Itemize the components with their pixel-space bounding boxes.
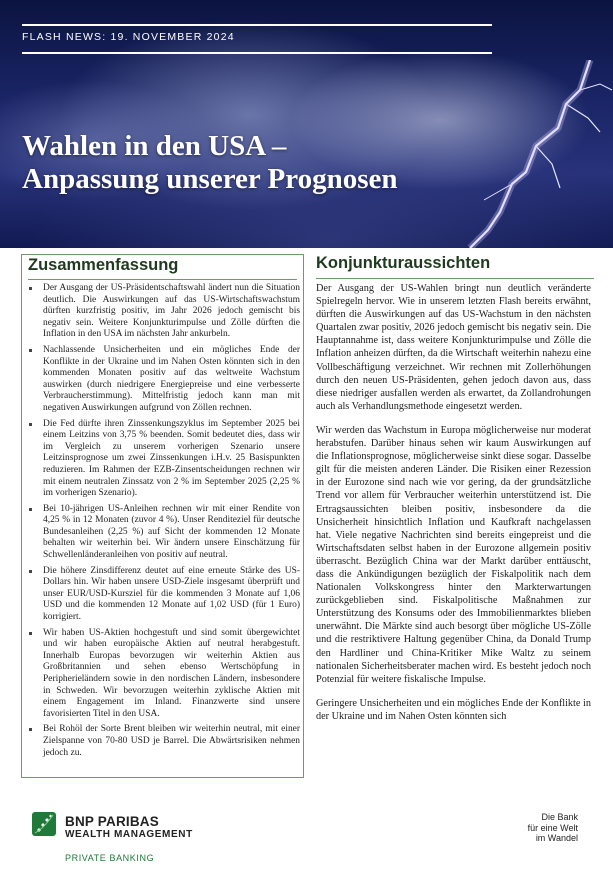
private-banking-label: PRIVATE BANKING bbox=[65, 853, 155, 863]
paragraph: Wir werden das Wachstum in Europa möglicherweise nur moderat herabstufen. Darüber hinaus sehen wir kaum Auswirkungen auf die Inflationsprognose, möglicherweise sinkt diese sogar. Dasselbe gilt für die meisten anderen Länder. Die Risiken einer Rezession in der Eurozone sind nach wie vor gering, da der grundsätzliche Trend vor allem für Verbraucher weiterhin unterstützend ist. Die Ertragsaussichten bleiben positiv, insbesondere da die Unsicherheit hinsichtlich Inflation und Kaufkraft nachgelassen hat. Viele negative Nachrichten sind bereits eingepreist und die Wirtschaftsdaten selbst haben in der Eurozone allgemein positiv überrascht. Bezüglich China war der Markt darüber enttäuscht, dass die Ankündigungen bezüglich der Fiskalpolitik nach dem Nationalen Volkskongress hinter den Markterwartungen zurückgeblieben sind. Fiskalpolitische Maßnahmen zur Unterstützung des Konsums oder des Immobilienmarktes blieben unerwähnt. Die Märkte sind auch besorgt über mögliche US-Zölle und die restriktivere Haltung gegenüber China, da Donald Trump den Hardliner und China-Kritiker Mike Waltz zu seinem nationalen Sicherheitsberater machen wird. Es besteht jedoch noch Potenzial für weitere fiskalische Impulse. bbox=[316, 424, 591, 685]
summary-item bbox=[28, 345, 300, 415]
square-bullet-icon bbox=[29, 570, 32, 573]
page-title bbox=[22, 130, 492, 196]
page-title-line2: Anpassung unserer Prognosen bbox=[22, 163, 398, 195]
summary-item-text: Bei 10-jährigen US-Anleihen rechnen wir mit einer Rendite von 4,25 % in 12 Monaten (zuvor 4 %). Unser Renditeziel für deutsche Bundesanleihen (2,25 %) auf Sicht der kommenden 12 Monate behalten wir weiterhin bei. Wir ändern unsere Einschätzung für Schwellenländeranleihen von positiv auf neutral. bbox=[43, 503, 300, 561]
summary-title-rule bbox=[28, 279, 297, 280]
main-column bbox=[316, 282, 591, 734]
section-title: Konjunkturaussichten bbox=[316, 254, 491, 272]
brand-subtitle: WEALTH MANAGEMENT bbox=[65, 829, 193, 840]
summary-item bbox=[28, 628, 300, 721]
tagline-line2: für eine Welt bbox=[527, 822, 578, 833]
square-bullet-icon bbox=[29, 728, 32, 731]
summary-box bbox=[21, 254, 304, 778]
summary-item bbox=[28, 419, 300, 500]
footer bbox=[0, 800, 613, 872]
tagline-line1: Die Bank bbox=[541, 812, 578, 822]
summary-title: Zusammenfassung bbox=[28, 256, 179, 274]
tagline-line3: im Wandel bbox=[535, 833, 578, 843]
summary-item-text: Der Ausgang der US-Präsidentschaftswahl ändert nun die Situation deutlich. Die Auswirkungen auf das US-Wirtschaftswachstum dürften kurzfristig positiv, im Jahr 2026 jedoch gemischt bis negativ sein. Weitere Konjunkturimpulse und Zölle dürften die Inflation in den USA im nächsten Jahr ankurbeln. bbox=[43, 283, 300, 340]
square-bullet-icon bbox=[29, 287, 32, 290]
header-rule-bottom bbox=[22, 52, 492, 54]
paragraph: Geringere Unsicherheiten und ein mögliches Ende der Konflikte in der Ukraine und im Nahen Osten könnten sich bbox=[316, 697, 591, 722]
square-bullet-icon bbox=[29, 349, 32, 352]
bnp-stars-logo-icon bbox=[32, 812, 56, 836]
square-bullet-icon bbox=[29, 632, 32, 635]
hero-banner bbox=[0, 0, 613, 248]
tagline bbox=[528, 812, 578, 844]
section-title-rule bbox=[316, 278, 594, 279]
brand-name: BNP PARIBAS bbox=[65, 814, 159, 829]
summary-item bbox=[28, 283, 300, 341]
summary-item-text: Die Fed dürfte ihren Zinssenkungszyklus im September 2025 bei einem Leitzins von 3,75 % beenden. Somit bedeutet dies, dass wir im Vergleich zu unserem vorherigen Szenario unsere Leitzinsprognose um zwei Zinssenkungen i.H.v. 25 Basispunkten reduzieren. Im Rahmen der EZB-Zinsentscheidungen rechnen wir mit einem neutralen Zinssatz von 2 % im September 2025 (2,25 % im vorherigen Szenario). bbox=[43, 418, 300, 499]
square-bullet-icon bbox=[29, 508, 32, 511]
summary-item-text: Nachlassende Unsicherheiten und ein mögliches Ende der Konflikte in der Ukraine und im Nahen Osten könnten sich in den kommenden Monaten positiv auf das weltweite Wachstum auswirken (durch niedrigere Energiepreise und eine verbesserte Verbraucherstimmung). Mittelfristig jedoch kann man mit negativen Auswirkungen aufgrund von Zöllen rechnen. bbox=[43, 344, 300, 413]
summary-item-text: Bei Rohöl der Sorte Brent bleiben wir weiterhin neutral, mit einer Zielspanne von 70-80 USD je Barrel. Die Abwärtsrisiken nehmen jedoch zu. bbox=[43, 724, 300, 758]
paragraph: Der Ausgang der US-Wahlen bringt nun deutlich veränderte Spielregeln hervor. Wie in unserem letzten Flash bereits erwähnt, dürften die Auswirkungen auf das US-Wachstum in den nächsten Quartalen zwar positiv, 2026 jedoch gemischt bis negativ sein. Die Hauptannahme ist, dass weitere Konjunkturimpulse und Zölle die Inflation anheizen dürften, da die Wirtschaft weiterhin nahezu eine Vollbeschäftigung verzeichnet. Wir rechnen mit Zollerhöhungen durch den neuen US-Präsidenten, gehen jedoch davon aus, dass diese niedriger ausfallen werden als erwartet, da Zollandrohungen auch als Verhandlungsmethode eingesetzt werden. bbox=[316, 283, 591, 412]
flash-news-date: FLASH NEWS: 19. NOVEMBER 2024 bbox=[22, 31, 235, 43]
summary-item-text: Die höhere Zinsdifferenz deutet auf eine erneute Stärke des US-Dollars hin. Wir haben unsere USD-Ziele insgesamt überprüft und unser EUR/USD-Kursziel für die kommenden 3 Monate auf 1,06 USD und die kommenden 12 Monate auf 1,02 USD (für 1 Euro) korrigiert. bbox=[43, 565, 300, 623]
summary-list bbox=[28, 283, 300, 763]
summary-item-text: Wir haben US-Aktien hochgestuft und sind somit übergewichtet und wir haben europäische Aktien auf neutral herabgestuft. Innerhalb Europas bevorzugen wir weiterhin Aktien aus Großbritannien und sehen ebenso Wertschöpfung in Peripherieländern sowie in den nordischen Ländern, insbesondere in Schweden. Wir bevorzugen weiterhin zyklische Aktien mit einem Engagement im Inland. Finanzwerte sind unsere favorisierten Titel in den USA. bbox=[43, 627, 300, 719]
summary-item bbox=[28, 566, 300, 624]
summary-item bbox=[28, 504, 300, 562]
header-rule-top bbox=[22, 24, 492, 26]
summary-item bbox=[28, 724, 300, 759]
square-bullet-icon bbox=[29, 423, 32, 426]
page-title-line1: Wahlen in den USA – bbox=[22, 130, 287, 162]
